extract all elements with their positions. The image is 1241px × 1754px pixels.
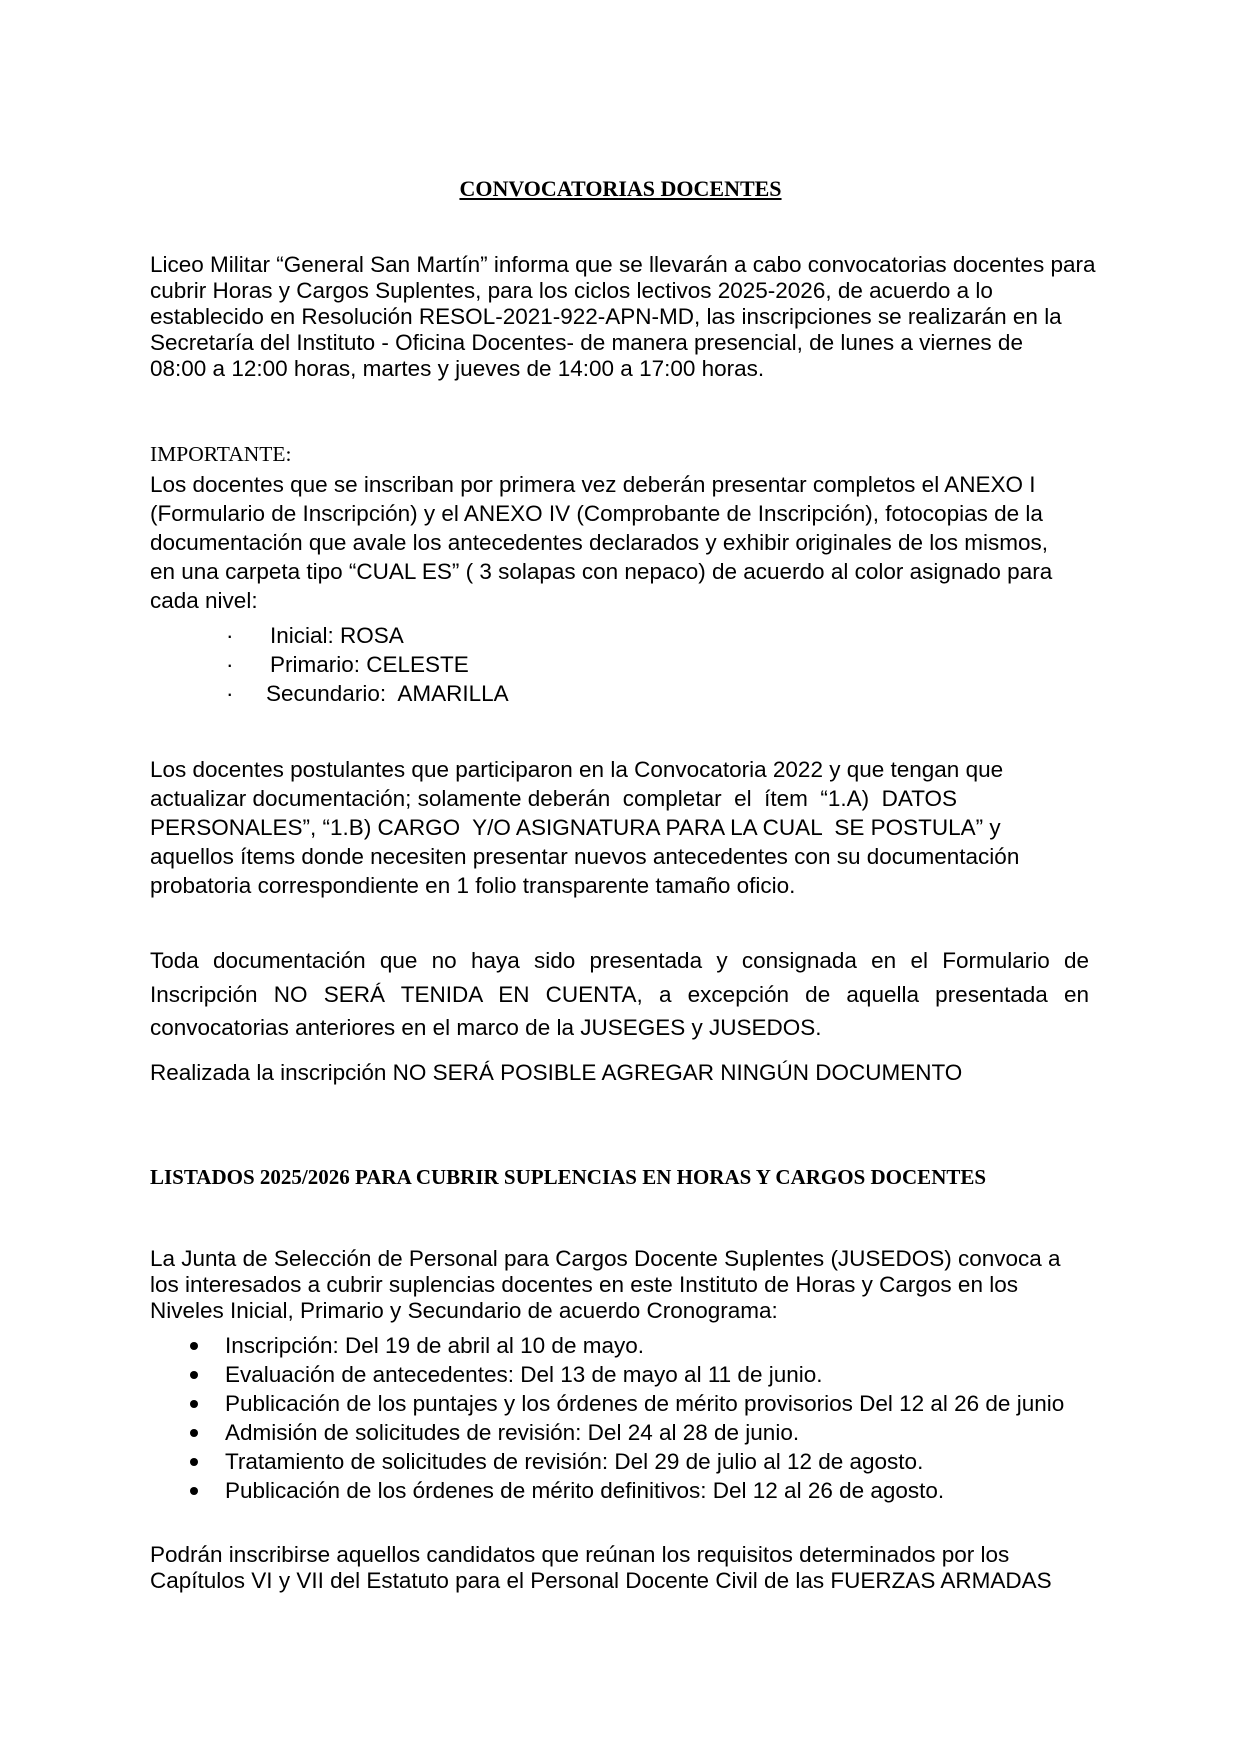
list-item bbox=[150, 1389, 1064, 1418]
jusedos-line: Niveles Inicial, Primario y Secundario de acuerdo Cronograma: bbox=[150, 1298, 778, 1323]
cronograma-item-text: Publicación de los puntajes y los órdenes de mérito provisorios Del 12 al 26 de junio bbox=[225, 1391, 1065, 1416]
cronograma-item-text: Tratamiento de solicitudes de revisión: Del 29 de julio al 12 de agosto. bbox=[225, 1449, 924, 1474]
important-paragraph bbox=[150, 470, 1052, 615]
intro-line: 08:00 a 12:00 horas, martes y jueves de 14:00 a 17:00 horas. bbox=[150, 356, 765, 381]
jusedos-line: los interesados a cubrir suplencias docentes en este Instituto de Horas y Cargos en los bbox=[150, 1272, 1018, 1297]
realizada-notice: Realizada la inscripción NO SERÁ POSIBLE AGREGAR NINGÚN DOCUMENTO bbox=[150, 1060, 963, 1085]
list-item bbox=[150, 1360, 1064, 1389]
bullet-dot-icon bbox=[190, 1458, 198, 1466]
jusedos-paragraph bbox=[150, 1246, 1061, 1324]
bullet-dot-icon bbox=[190, 1342, 198, 1350]
cronograma-item-text: Inscripción: Del 19 de abril al 10 de mayo. bbox=[225, 1333, 644, 1358]
intro-line: Liceo Militar “General San Martín” informa que se llevarán a cabo convocatorias docentes para bbox=[150, 252, 1096, 277]
level-item-inicial: Inicial: ROSA bbox=[270, 623, 404, 648]
requisitos-paragraph bbox=[150, 1542, 1052, 1594]
list-item bbox=[150, 1418, 1064, 1447]
important-line: documentación que avale los antecedentes declarados y exhibir originales de los mismos, bbox=[150, 530, 1049, 555]
level-bullet: · bbox=[226, 652, 234, 677]
intro-line: establecido en Resolución RESOL-2021-922-APN-MD, las inscripciones se realizarán en la bbox=[150, 304, 1062, 329]
documentacion-paragraph: Toda documentación que no haya sido presentada y consignada en el Formulario de Inscripción NO SERÁ TENIDA EN CUENTA, a excepción de aquella presentada en convocatorias anteriores en el marco de la JUSEGES y JUSEDOS. bbox=[150, 948, 1089, 1040]
list-item bbox=[150, 1447, 1064, 1476]
level-item-secundario: Secundario: AMARILLA bbox=[266, 681, 509, 706]
page-title: CONVOCATORIAS DOCENTES bbox=[459, 176, 782, 201]
jusedos-line: La Junta de Selección de Personal para Cargos Docente Suplentes (JUSEDOS) convoca a bbox=[150, 1246, 1061, 1271]
bullet-dot-icon bbox=[190, 1487, 198, 1495]
bullet-dot-icon bbox=[190, 1371, 198, 1379]
postulantes-line: PERSONALES”, “1.B) CARGO Y/O ASIGNATURA PARA LA CUAL SE POSTULA” y bbox=[150, 815, 1001, 840]
important-line: cada nivel: bbox=[150, 588, 258, 613]
level-bullet: · bbox=[226, 623, 234, 648]
level-bullet: · bbox=[226, 681, 234, 706]
important-label: IMPORTANTE: bbox=[150, 442, 292, 466]
level-item-primario: Primario: CELESTE bbox=[270, 652, 469, 677]
postulantes-paragraph bbox=[150, 755, 1019, 900]
bullet-dot-icon bbox=[190, 1429, 198, 1437]
cronograma-item-text: Evaluación de antecedentes: Del 13 de mayo al 11 de junio. bbox=[225, 1362, 823, 1387]
important-line: en una carpeta tipo “CUAL ES” ( 3 solapas con nepaco) de acuerdo al color asignado para bbox=[150, 559, 1053, 584]
requisitos-line: Capítulos VI y VII del Estatuto para el Personal Docente Civil de las FUERZAS ARMADAS bbox=[150, 1568, 1052, 1593]
postulantes-line: probatoria correspondiente en 1 folio transparente tamaño oficio. bbox=[150, 873, 796, 898]
list-item bbox=[150, 1331, 1064, 1360]
important-line: Los docentes que se inscriban por primera vez deberán presentar completos el ANEXO I bbox=[150, 472, 1036, 497]
postulantes-line: aquellos ítems donde necesiten presentar nuevos antecedentes con su documentación bbox=[150, 844, 1020, 869]
cronograma-item-text: Publicación de los órdenes de mérito definitivos: Del 12 al 26 de agosto. bbox=[225, 1478, 945, 1503]
postulantes-line: actualizar documentación; solamente deberán completar el ítem “1.A) DATOS bbox=[150, 786, 958, 811]
intro-paragraph bbox=[150, 252, 1095, 382]
listados-heading: LISTADOS 2025/2026 PARA CUBRIR SUPLENCIAS EN HORAS Y CARGOS DOCENTES bbox=[150, 1165, 987, 1189]
intro-line: cubrir Horas y Cargos Suplentes, para los ciclos lectivos 2025-2026, de acuerdo a lo bbox=[150, 278, 993, 303]
requisitos-line: Podrán inscribirse aquellos candidatos que reúnan los requisitos determinados por los bbox=[150, 1542, 1010, 1567]
cronograma-list bbox=[150, 1331, 1064, 1505]
postulantes-line: Los docentes postulantes que participaron en la Convocatoria 2022 y que tengan que bbox=[150, 757, 1004, 782]
intro-line: Secretaría del Instituto - Oficina Docentes- de manera presencial, de lunes a viernes de bbox=[150, 330, 1023, 355]
list-item bbox=[150, 1476, 1064, 1505]
cronograma-item-text: Admisión de solicitudes de revisión: Del 24 al 28 de junio. bbox=[225, 1420, 800, 1445]
important-line: (Formulario de Inscripción) y el ANEXO IV (Comprobante de Inscripción), fotocopias de la bbox=[150, 501, 1043, 526]
bullet-dot-icon bbox=[190, 1400, 198, 1408]
